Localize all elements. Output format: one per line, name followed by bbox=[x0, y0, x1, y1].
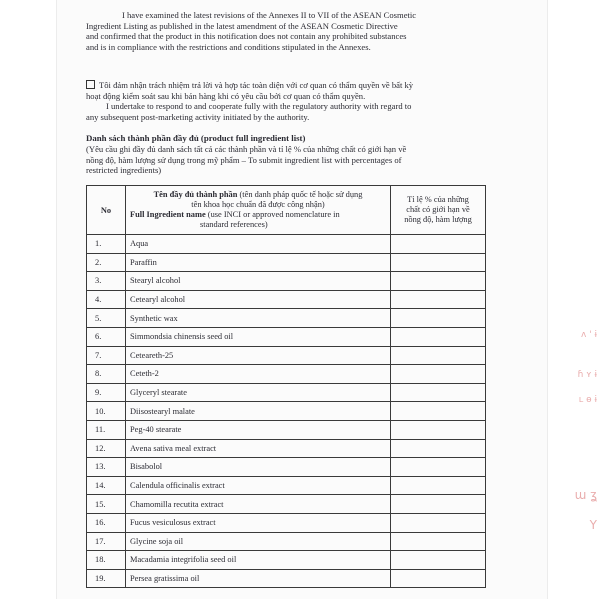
table-row bbox=[87, 346, 486, 365]
undertaking-paragraph bbox=[86, 80, 486, 122]
column-header-ingredient-name bbox=[126, 186, 391, 235]
red-stamp-mark: ɦ ʏ ɨ bbox=[577, 370, 597, 380]
table-row bbox=[87, 402, 486, 421]
table-row bbox=[87, 532, 486, 551]
row-number: 14. bbox=[87, 476, 126, 495]
row-number: 11. bbox=[87, 420, 126, 439]
row-number: 7. bbox=[87, 346, 126, 365]
ingredient-name: Simmondsia chinensis seed oil bbox=[126, 327, 391, 346]
undertaking-en-line: any subsequent post-marketing activity initiated by the authority. bbox=[86, 111, 310, 122]
undertaking-en-line: I undertake to respond to and cooperate fully with the regulatory authority with regard to bbox=[106, 101, 412, 111]
header-text: chất có giới hạn về bbox=[406, 205, 470, 214]
header-text: Tỉ lệ % của những bbox=[407, 195, 469, 204]
table-row bbox=[87, 290, 486, 309]
row-number: 12. bbox=[87, 439, 126, 458]
table-row bbox=[87, 476, 486, 495]
table-row bbox=[87, 365, 486, 384]
row-number: 3. bbox=[87, 272, 126, 291]
row-number: 4. bbox=[87, 290, 126, 309]
header-text: (tên danh pháp quốc tế hoặc sử dụng bbox=[239, 190, 363, 199]
ingredient-name: Fucus vesiculosus extract bbox=[126, 513, 391, 532]
percentage-cell bbox=[391, 346, 486, 365]
row-number: 9. bbox=[87, 383, 126, 402]
red-stamp-mark: Y bbox=[589, 518, 597, 532]
ingredient-name: Calendula officinalis extract bbox=[126, 476, 391, 495]
ingredient-name: Synthetic wax bbox=[126, 309, 391, 328]
ingredient-name: Avena sativa meal extract bbox=[126, 439, 391, 458]
percentage-cell bbox=[391, 383, 486, 402]
row-number: 8. bbox=[87, 365, 126, 384]
percentage-cell bbox=[391, 309, 486, 328]
percentage-cell bbox=[391, 458, 486, 477]
ingredient-name: Stearyl alcohol bbox=[126, 272, 391, 291]
column-header-percentage bbox=[391, 186, 486, 235]
column-header-no: No bbox=[87, 186, 126, 235]
table-row bbox=[87, 420, 486, 439]
percentage-cell bbox=[391, 420, 486, 439]
percentage-cell bbox=[391, 253, 486, 272]
percentage-cell bbox=[391, 365, 486, 384]
header-text: Full Ingredient name bbox=[130, 210, 206, 219]
section-description bbox=[86, 144, 476, 176]
ingredient-name: Macadamia integrifolia seed oil bbox=[126, 551, 391, 570]
declaration-line: and confirmed that the product in this notification does not contain any prohibited substances bbox=[86, 31, 407, 41]
row-number: 1. bbox=[87, 235, 126, 254]
ingredient-name: Chamomilla recutita extract bbox=[126, 495, 391, 514]
header-text: nồng độ, hàm lượng bbox=[404, 215, 472, 224]
table-row bbox=[87, 309, 486, 328]
red-stamp-mark: ʟ ɵ ɨ bbox=[578, 395, 597, 405]
section-description-line: nồng độ, hàm lượng sử dụng trong mỹ phẩm – To submit ingredient list with percentages of bbox=[86, 154, 402, 165]
row-number: 5. bbox=[87, 309, 126, 328]
row-number: 16. bbox=[87, 513, 126, 532]
ingredient-name: Peg-40 stearate bbox=[126, 420, 391, 439]
row-number: 15. bbox=[87, 495, 126, 514]
ingredient-name: Glyceryl stearate bbox=[126, 383, 391, 402]
table-row bbox=[87, 235, 486, 254]
ingredient-name: Persea gratissima oil bbox=[126, 569, 391, 588]
table-row bbox=[87, 495, 486, 514]
red-stamp-mark: ʌ ' ɨ bbox=[580, 330, 597, 340]
row-number: 13. bbox=[87, 458, 126, 477]
table-row bbox=[87, 513, 486, 532]
table-row bbox=[87, 327, 486, 346]
percentage-cell bbox=[391, 532, 486, 551]
table-row bbox=[87, 253, 486, 272]
percentage-cell bbox=[391, 290, 486, 309]
ingredient-name: Cetearyl alcohol bbox=[126, 290, 391, 309]
table-header-row bbox=[87, 186, 486, 235]
percentage-cell bbox=[391, 513, 486, 532]
percentage-cell bbox=[391, 495, 486, 514]
row-number: 19. bbox=[87, 569, 126, 588]
header-text: Tên đầy đủ thành phần bbox=[153, 190, 238, 199]
header-text: standard references) bbox=[200, 220, 268, 229]
checkbox-icon bbox=[86, 80, 95, 89]
ingredient-name: Glycine soja oil bbox=[126, 532, 391, 551]
row-number: 17. bbox=[87, 532, 126, 551]
percentage-cell bbox=[391, 551, 486, 570]
ingredient-name: Bisabolol bbox=[126, 458, 391, 477]
ingredient-name: Paraffin bbox=[126, 253, 391, 272]
row-number: 6. bbox=[87, 327, 126, 346]
percentage-cell bbox=[391, 569, 486, 588]
row-number: 18. bbox=[87, 551, 126, 570]
header-text: tên khoa học chuẩn đã được công nhận) bbox=[191, 200, 325, 209]
percentage-cell bbox=[391, 235, 486, 254]
ingredient-name: Aqua bbox=[126, 235, 391, 254]
undertaking-vi-line: hoạt động kiểm soát sau khi bán hàng khi có yêu cầu bởi cơ quan có thẩm quyền. bbox=[86, 90, 366, 101]
section-heading: Danh sách thành phần đầy đủ (product full ingredient list) bbox=[86, 133, 306, 143]
undertaking-vi-line: Tôi đảm nhận trách nhiệm trả lời và hợp tác toàn diện với cơ quan có thẩm quyền về bất kỳ bbox=[99, 80, 414, 90]
row-number: 2. bbox=[87, 253, 126, 272]
declaration-line: and is in compliance with the restrictions and conditions stipulated in the Annexes. bbox=[86, 41, 371, 52]
table-row bbox=[87, 551, 486, 570]
table-row bbox=[87, 439, 486, 458]
declaration-paragraph bbox=[86, 10, 486, 52]
section-description-line: restricted ingredients) bbox=[86, 165, 162, 175]
percentage-cell bbox=[391, 476, 486, 495]
ingredient-name: Diisostearyl malate bbox=[126, 402, 391, 421]
percentage-cell bbox=[391, 439, 486, 458]
table-row bbox=[87, 569, 486, 588]
ingredient-name: Ceteareth-25 bbox=[126, 346, 391, 365]
percentage-cell bbox=[391, 327, 486, 346]
ingredient-name: Ceteth-2 bbox=[126, 365, 391, 384]
ingredient-table bbox=[86, 185, 486, 588]
percentage-cell bbox=[391, 402, 486, 421]
table-row bbox=[87, 458, 486, 477]
header-text: (use INCI or approved nomenclature in bbox=[207, 210, 340, 219]
declaration-line: Ingredient Listing as published in the latest amendment of the ASEAN Cosmetic Directive bbox=[86, 20, 398, 31]
percentage-cell bbox=[391, 272, 486, 291]
table-row bbox=[87, 272, 486, 291]
row-number: 10. bbox=[87, 402, 126, 421]
section-description-line: (Yêu cầu ghi đầy đủ danh sách tất cả các thành phần và tỉ lệ % của những chất có giới hạn về bbox=[86, 144, 407, 154]
table-row bbox=[87, 383, 486, 402]
red-stamp-mark: ɯ ʓ bbox=[574, 488, 597, 502]
declaration-line: I have examined the latest revisions of the Annexes II to VII of the ASEAN Cosmetic bbox=[122, 10, 417, 20]
